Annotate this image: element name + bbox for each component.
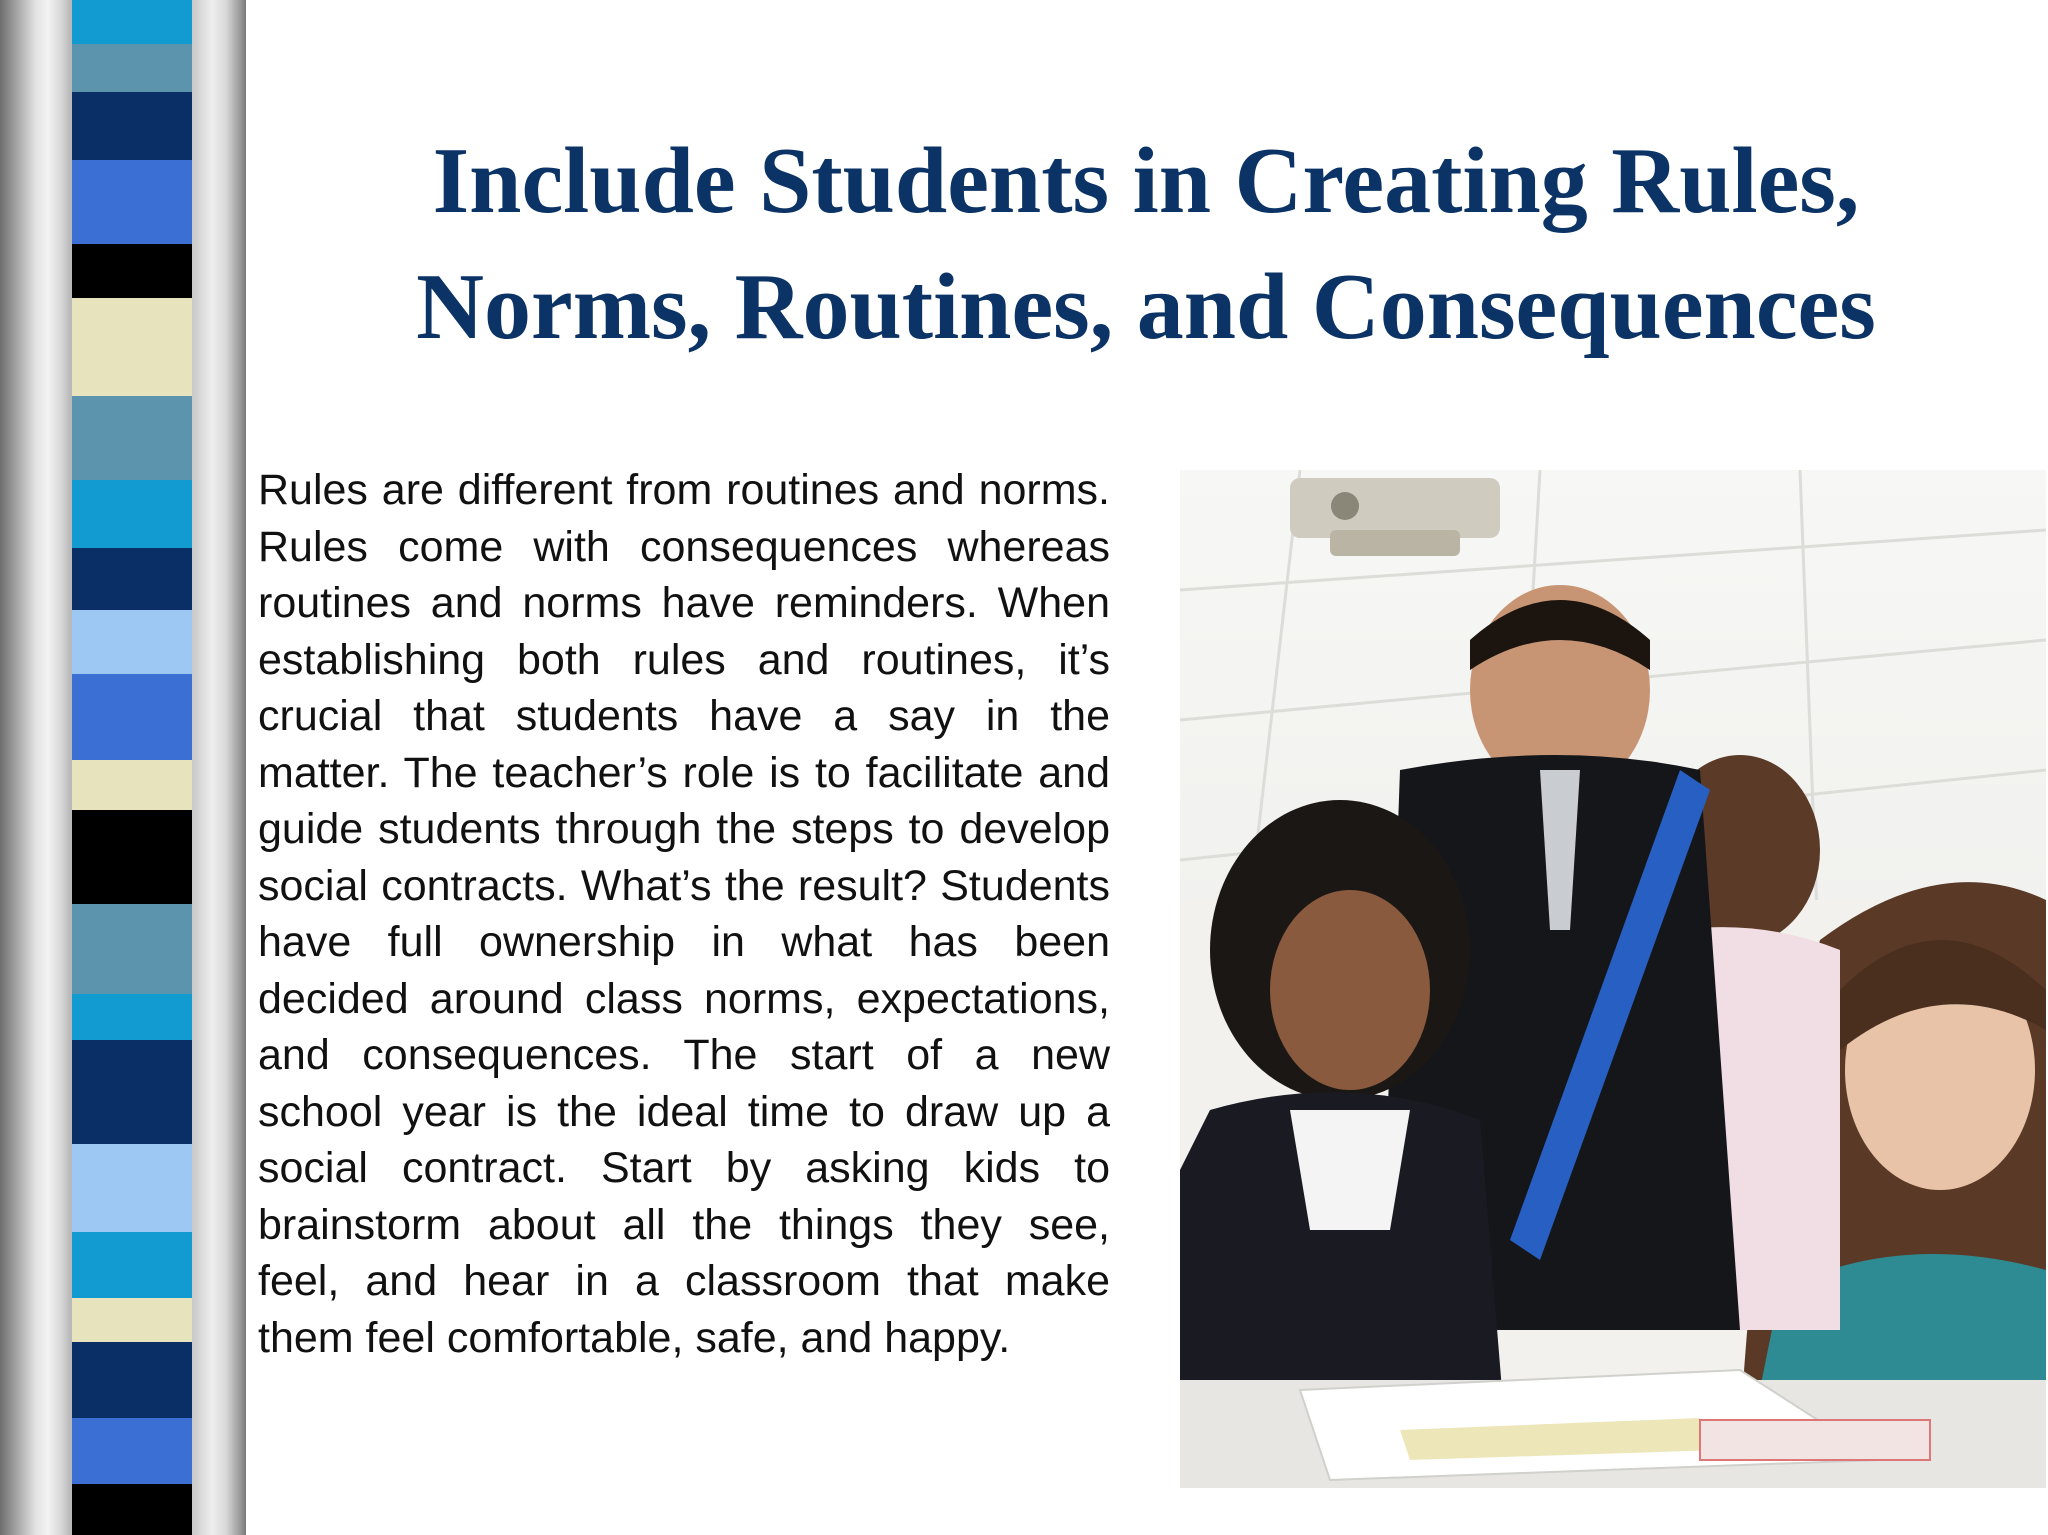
stripe: [72, 1298, 192, 1342]
stripe: [72, 298, 192, 396]
classroom-students-photo: [1180, 470, 2046, 1488]
stripe: [72, 0, 192, 44]
stripe: [72, 548, 192, 610]
stripe: [72, 480, 192, 548]
stripe: [72, 610, 192, 674]
slide-title-line-2: Norms, Routines, and Consequences: [416, 255, 1876, 359]
stripe: [72, 1040, 192, 1144]
stripe: [72, 1342, 192, 1418]
stripe: [72, 1144, 192, 1232]
photo-illustration: [1180, 470, 2046, 1488]
stripe: [72, 244, 192, 298]
decorative-stripe-column: [72, 0, 192, 1535]
stripe: [72, 396, 192, 480]
stripe: [72, 160, 192, 244]
stripe: [72, 1484, 192, 1535]
stripe: [72, 810, 192, 904]
stripe: [72, 92, 192, 160]
stripe: [72, 44, 192, 92]
stripe: [72, 1232, 192, 1298]
stripe: [72, 674, 192, 760]
stripe: [72, 1418, 192, 1484]
slide-title: [246, 118, 2046, 370]
stripe: [72, 760, 192, 810]
table: [1180, 1370, 2046, 1488]
stripe: [72, 994, 192, 1040]
slide-title-line-1: Include Students in Creating Rules,: [432, 129, 1860, 233]
stripe: [72, 904, 192, 994]
slide-body-text: Rules are different from routines and norms. Rules come with consequences whereas routines and norms have reminders. When establishing both rules and routines, it’s crucial that students have a say in the matter. The teacher’s role is to facilitate and guide students through the steps to develop social contracts. What’s the result? Students have full ownership in what has been decided around class norms, expectations, and consequences. The start of a new school year is the ideal time to draw up a social contract. Start by asking kids to brainstorm about all the things they see, feel, and hear in a classroom that make them feel comfortable, safe, and happy.: [258, 466, 1110, 1362]
